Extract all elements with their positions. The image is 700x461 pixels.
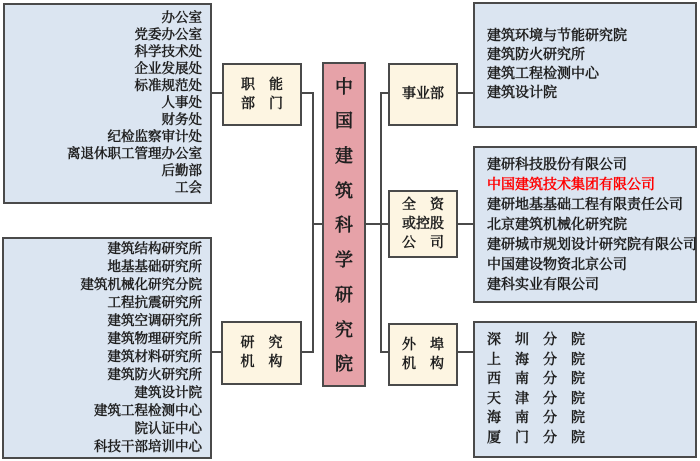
root-organization-char: 筑: [335, 180, 353, 202]
business-division-item: 建筑环境与节能研究院: [487, 28, 627, 44]
branch-office-item: 西 南 分 院: [487, 371, 585, 387]
functional-department-item: 标准规范处: [134, 78, 202, 94]
company-item: 北京建筑机械化研究院: [487, 216, 627, 233]
wholly-owned-or-holding-companies-label: 或控股: [402, 215, 444, 232]
company-item: 建研地基基础工程有限责任公司: [487, 196, 683, 213]
business-division-item: 建筑设计院: [487, 85, 557, 101]
branch-office-item: 上 海 分 院: [487, 351, 585, 368]
business-division-item: 建筑工程检测中心: [487, 66, 599, 82]
root-organization-char: 中: [335, 76, 353, 98]
branch-office-item: 深 圳 分 院: [487, 332, 585, 348]
research-institution-item: 地基基础研究所: [107, 259, 202, 275]
wholly-owned-or-holding-companies-label: 全 资: [402, 196, 444, 213]
branch-offices-list-box: [473, 321, 697, 458]
connector-left-top-to-zhineng: [212, 92, 222, 94]
functional-department-item: 财务处: [161, 112, 202, 128]
company-item: 中国建设物资北京公司: [487, 256, 627, 273]
research-institution-item: 建筑物理研究所: [107, 331, 202, 347]
root-organization-char: 究: [335, 319, 353, 341]
business-division-label-box: [388, 63, 458, 126]
research-institution-item: 科技干部培训中心: [94, 439, 202, 455]
functional-departments-list-box: [3, 3, 212, 204]
functional-department-item: 人事处: [161, 95, 202, 111]
root-organization-char: 学: [335, 250, 353, 272]
research-institutions-label: 研 究: [240, 335, 283, 351]
company-item: 建科实业有限公司: [487, 276, 599, 293]
functional-departments-label-box: [222, 63, 302, 126]
research-institution-item: 建筑工程检测中心: [94, 403, 202, 419]
connector-shiye-to-right-top: [458, 92, 473, 94]
connector-root-to-quanzi: [366, 223, 388, 225]
research-institutions-label: 机 构: [240, 354, 283, 370]
functional-department-item: 办公室: [161, 10, 202, 26]
connector-yanjiu-to-left-spine: [302, 351, 314, 353]
functional-departments-label: 职 能: [241, 76, 283, 93]
research-institution-item: 建筑结构研究所: [107, 241, 202, 257]
root-organization-char: 院: [335, 354, 353, 376]
business-division-label: 事业部: [402, 86, 444, 102]
research-institution-item: 院认证中心: [134, 421, 202, 437]
branch-office-item: 海 南 分 院: [487, 410, 585, 426]
functional-department-item: 纪检监察审计处: [107, 129, 202, 145]
functional-department-item: 工会: [175, 180, 202, 196]
functional-department-item: 离退休职工管理办公室: [67, 146, 202, 162]
company-item: 建研城市规划设计研究院有限公司: [487, 236, 697, 253]
research-institution-item: 工程抗震研究所: [107, 295, 202, 311]
connector-quanzi-to-right-mid: [458, 223, 473, 225]
research-institutions-label-box: [221, 321, 302, 385]
functional-department-item: 科学技术处: [134, 44, 202, 60]
research-institutions-list-box: [2, 237, 212, 459]
functional-departments-label: 部 门: [241, 95, 283, 112]
branch-offices-label: 外 埠: [402, 336, 444, 353]
functional-department-item: 后勤部: [161, 163, 202, 179]
research-institution-item: 建筑空调研究所: [107, 313, 202, 329]
functional-department-item: 党委办公室: [134, 27, 202, 43]
connector-right-spine-to-shiye: [380, 92, 388, 94]
root-organization-char: 国: [335, 111, 353, 133]
branch-office-item: 天 津 分 院: [487, 390, 585, 407]
company-item: 建研科技股份有限公司: [487, 156, 627, 173]
research-institution-item: 建筑材料研究所: [107, 349, 202, 365]
connector-left-bottom-to-yanjiu: [212, 351, 221, 353]
connector-waibu-to-right-bottom: [458, 351, 473, 353]
root-organization-box: [322, 62, 366, 387]
connector-left-spine-to-root: [313, 223, 322, 225]
root-organization-char: 科: [335, 215, 353, 237]
wholly-owned-or-holding-companies-label: 公 司: [402, 234, 444, 251]
root-organization-char: 研: [335, 284, 353, 306]
wholly-owned-or-holding-companies-label-box: [388, 190, 458, 258]
wholly-owned-or-holding-companies-list-box: [473, 146, 697, 303]
branch-office-item: 厦 门 分 院: [487, 429, 585, 446]
connector-right-spine-to-waibu: [380, 351, 388, 353]
root-organization-char: 建: [335, 146, 353, 168]
research-institution-item: 建筑设计院: [134, 385, 202, 401]
functional-department-item: 企业发展处: [134, 61, 202, 77]
research-institution-item: 建筑机械化研究分院: [80, 277, 202, 293]
business-division-list-box: [473, 2, 697, 128]
branch-offices-label: 机 构: [402, 355, 444, 372]
branch-offices-label-box: [388, 323, 458, 386]
company-item: 中国建筑技术集团有限公司: [487, 176, 655, 193]
business-division-item: 建筑防火研究所: [487, 47, 585, 63]
research-institution-item: 建筑防火研究所: [107, 367, 202, 383]
